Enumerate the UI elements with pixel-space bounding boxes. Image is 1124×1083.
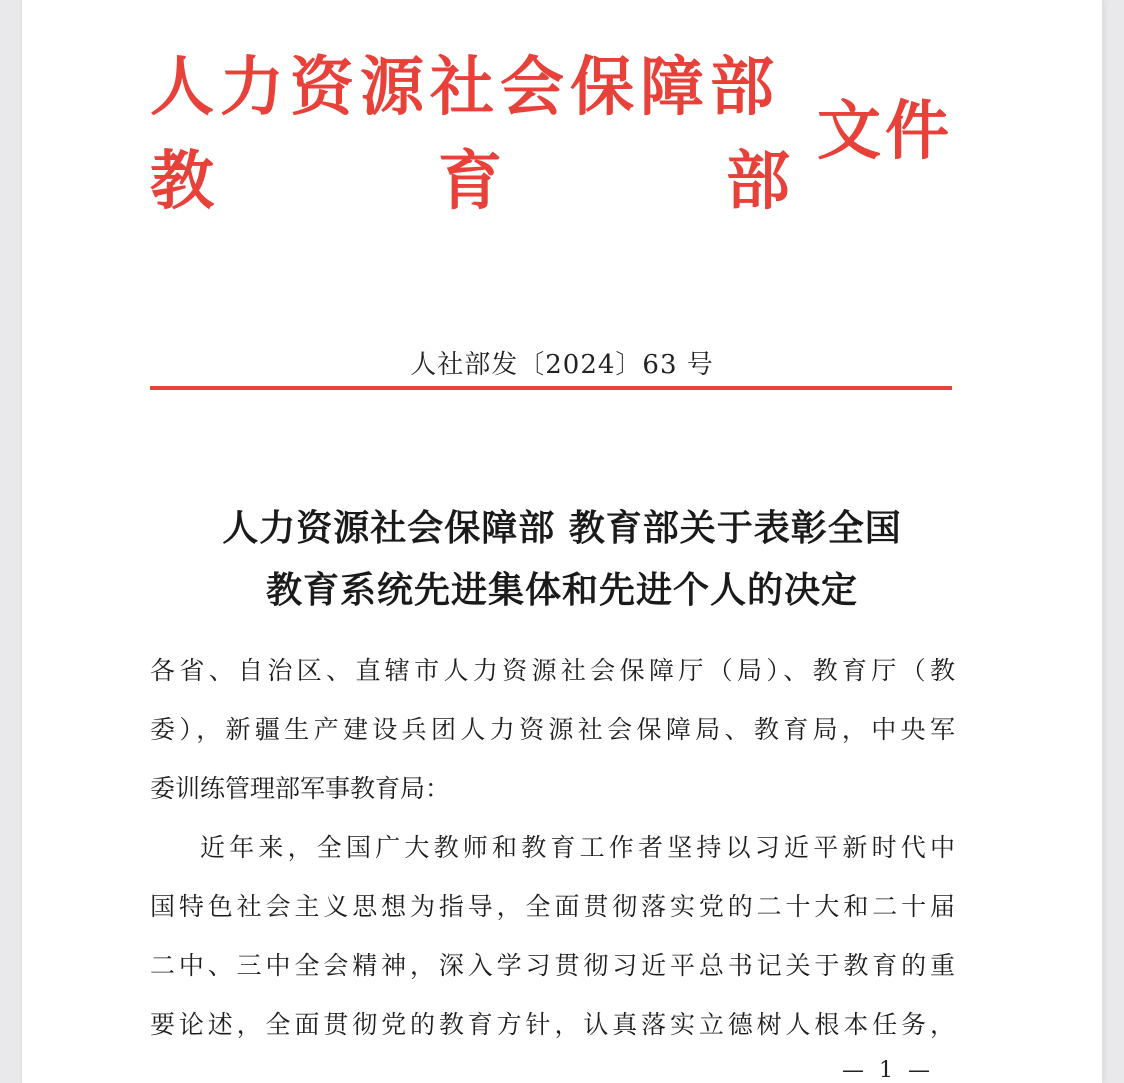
red-divider-line bbox=[150, 386, 952, 390]
addressee-line: 各省、自治区、直辖市人力资源社会保障厅（局）、教育厅（教 bbox=[150, 656, 955, 685]
paragraph-line: 国特色社会主义思想为指导，全面贯彻落实党的二十大和二十届 bbox=[150, 892, 955, 921]
issuing-org-line-1: 人力资源社会保障部 bbox=[150, 50, 780, 125]
addressee-line: 委），新疆生产建设兵团人力资源社会保障局、教育局，中央军 bbox=[150, 715, 955, 744]
document-type-label: 文件 bbox=[817, 94, 953, 169]
paragraph-line: 二中、三中全会精神，深入学习贯彻习近平总书记关于教育的重 bbox=[150, 951, 955, 980]
issuing-org-line-2 bbox=[150, 144, 790, 219]
addressee-line: 委训练管理部军事教育局： bbox=[150, 774, 451, 803]
paragraph-line: 近年来，全国广大教师和教育工作者坚持以习近平新时代中 bbox=[200, 833, 955, 862]
page-number: — 1 — bbox=[842, 1058, 934, 1083]
document-page bbox=[22, 0, 1102, 1083]
document-title-line-1: 人力资源社会保障部 教育部关于表彰全国 bbox=[222, 507, 902, 549]
issuing-org-line-2-char: 部 bbox=[726, 144, 790, 219]
paragraph-line: 要论述，全面贯彻党的教育方针，认真落实立德树人根本任务， bbox=[150, 1010, 955, 1039]
issuing-org-line-2-char: 教 bbox=[150, 144, 214, 219]
issuing-org-line-2-char: 育 bbox=[438, 144, 502, 219]
document-number: 人社部发〔2024〕63 号 bbox=[410, 350, 714, 380]
document-title-line-2: 教育系统先进集体和先进个人的决定 bbox=[265, 569, 858, 611]
